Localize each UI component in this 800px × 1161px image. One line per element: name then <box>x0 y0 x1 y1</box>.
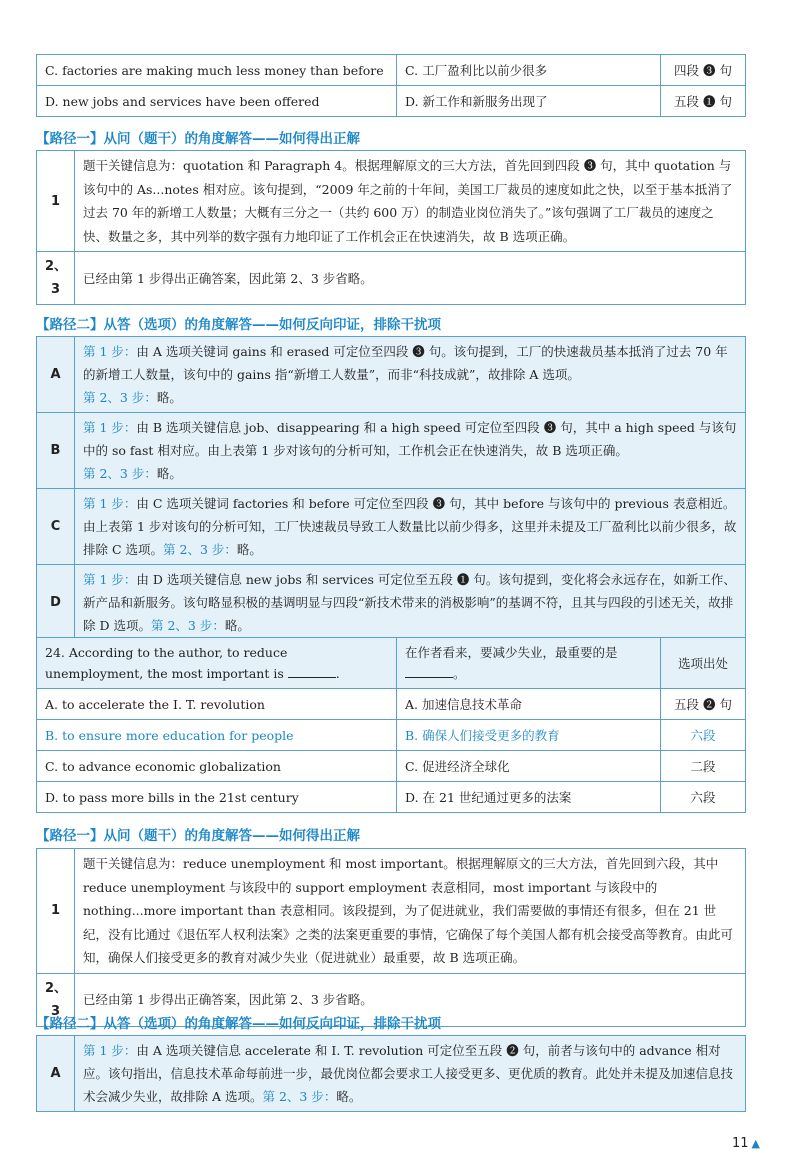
option-source: 四段 ❸ 句 <box>661 55 746 86</box>
route-row <box>37 413 746 489</box>
step1-label: 第 1 步： <box>83 420 137 435</box>
option-zh: D. 在 21 世纪通过更多的法案 <box>397 782 661 813</box>
step-label: 1 <box>37 849 75 974</box>
option-en: D. new jobs and services have been offered <box>37 86 397 117</box>
q23-route2-table <box>36 336 746 641</box>
step-text: 已经由第 1 步得出正确答案，因此第 2、3 步省略。 <box>75 973 746 1026</box>
route1-title: 【路径一】从问（题干）的角度解答——如何得出正解 <box>36 131 360 147</box>
route-row <box>37 849 746 974</box>
option-en: B. to ensure more education for people <box>37 720 397 751</box>
step23-label: 第 2、3 步： <box>163 542 237 557</box>
option-label: A <box>37 337 75 413</box>
step-text: 题干关键信息为：reduce unemployment 和 most important。根据理解原文的三大方法，首先回到六段，其中 reduce unemployment 与该段中的 support employment 表意相同，most important 与该段中的 nothing...more important than 表意相同。该段提到，为了促进就业，我们需要做的事情还有很多，但在 21 世纪，没有比通过《退伍军人权利法案》之类的法案更重要的事情，它确保了每个美国人都有机会接受高等教育。由此可知，确保人们接受更多的教育对减少失业（促进就业）最重要，故 B 选项正确。 <box>75 849 746 974</box>
route2-title: 【路径二】从答（选项）的角度解答——如何反向印证，排除干扰项 <box>36 317 441 333</box>
option-row <box>37 55 746 86</box>
route-row <box>37 565 746 641</box>
step23-label: 第 2、3 步： <box>262 1089 337 1104</box>
option-source: 五段 ❶ 句 <box>661 86 746 117</box>
question-stem-en: 24. According to the author, to reduce unemployment, the most important is . <box>37 638 397 689</box>
route1-title: 【路径一】从问（题干）的角度解答——如何得出正解 <box>36 828 360 844</box>
route-row <box>37 252 746 305</box>
step-text: 第 1 步：由 A 选项关键信息 accelerate 和 I. T. revolution 可定位至五段 ❷ 句，前者与该句中的 advance 相对应。该句指出，信息技术革命每前进一步，最优岗位都会要求工人接受更多、更优质的教育。此处并未提及加速信息技术会减少失业，故排除 A 选项。第 2、3 步：略。 <box>75 1036 746 1112</box>
option-label: A <box>37 1036 75 1112</box>
option-en: A. to accelerate the I. T. revolution <box>37 689 397 720</box>
route-row <box>37 337 746 413</box>
step23-label: 第 2、3 步： <box>83 466 157 481</box>
option-source: 六段 <box>661 720 746 751</box>
route-row <box>37 151 746 252</box>
option-row <box>37 689 746 720</box>
step-text: 第 1 步：由 C 选项关键词 factories 和 before 可定位至四段 ❸ 句，其中 before 与该句中的 previous 表意相近。由上表第 1 步对该句的分析可知，工厂快速裁员导致工人数量比以前少得多，这里并未提及工厂盈利比以前少很多，故排除 C 选项。第 2、3 步：略。 <box>75 489 746 565</box>
step-text: 题干关键信息为：quotation 和 Paragraph 4。根据理解原文的三大方法，首先回到四段 ❸ 句，其中 quotation 与该句中的 As...notes 相对应。该句提到，“2009 年之前的十年间，美国工厂裁员的速度如此之快，以至于基本抵消了过去 70 年的新增工人数量；大概有三分之一（共约 600 万）的制造业岗位消失了。”该句强调了工厂裁员的速度之快、数量之多，其中列举的数字强有力地印证了工作机会正在快速消失，故 B 选项正确。 <box>75 151 746 252</box>
step-label: 2、3 <box>37 973 75 1026</box>
option-label: B <box>37 413 75 489</box>
question-stem-row <box>37 638 746 689</box>
option-source: 二段 <box>661 751 746 782</box>
option-row <box>37 86 746 117</box>
step-text: 第 1 步：由 D 选项关键信息 new jobs 和 services 可定位至五段 ❶ 句。该句提到，变化将会永远存在，如新工作、新产品和新服务。该句略显积极的基调明显与四段“新技术带来的消极影响”的基调不符，且其与四段的引述无关，故排除 D 选项。第 2、3 步：略。 <box>75 565 746 641</box>
step-text: 第 1 步：由 B 选项关键信息 job、disappearing 和 a high speed 可定位至四段 ❸ 句，其中 a high speed 与该句中的 so fast 相对应。由上表第 1 步对该句的分析可知，工作机会正在快速消失，故 B 选项正确。 第 2、3 步：略。 <box>75 413 746 489</box>
q24-route2-table <box>36 1035 746 1112</box>
step1-label: 第 1 步： <box>83 1043 137 1058</box>
option-en: D. to pass more bills in the 21st century <box>37 782 397 813</box>
step1-label: 第 1 步： <box>83 344 137 359</box>
option-zh: A. 加速信息技术革命 <box>397 689 661 720</box>
step23-label: 第 2、3 步： <box>150 618 225 633</box>
option-row-correct <box>37 720 746 751</box>
option-source: 五段 ❷ 句 <box>661 689 746 720</box>
answer-blank <box>405 665 453 678</box>
q23-route1-table <box>36 150 746 305</box>
source-column-header: 选项出处 <box>661 638 746 689</box>
option-label: C <box>37 489 75 565</box>
option-label: D <box>37 565 75 641</box>
route-row <box>37 1036 746 1112</box>
q24-options-table <box>36 637 746 813</box>
answer-blank <box>288 665 336 678</box>
step-label: 1 <box>37 151 75 252</box>
step-label: 2、3 <box>37 252 75 305</box>
q24-route1-table <box>36 848 746 1027</box>
option-row <box>37 751 746 782</box>
step-text: 已经由第 1 步得出正确答案，因此第 2、3 步省略。 <box>75 252 746 305</box>
q23-options-tail <box>36 54 746 117</box>
option-zh: B. 确保人们接受更多的教育 <box>397 720 661 751</box>
option-zh: C. 工厂盈利比以前少很多 <box>397 55 661 86</box>
option-en: C. to advance economic globalization <box>37 751 397 782</box>
question-stem-zh: 在作者看来，要减少失业，最重要的是。 <box>397 638 661 689</box>
step1-label: 第 1 步： <box>83 496 137 511</box>
page-number: 11 ▲ <box>731 1136 760 1151</box>
route2-title: 【路径二】从答（选项）的角度解答——如何反向印证，排除干扰项 <box>36 1016 441 1032</box>
step-text: 第 1 步：由 A 选项关键词 gains 和 erased 可定位至四段 ❸ 句。该句提到，工厂的快速裁员基本抵消了过去 70 年的新增工人数量，该句中的 gains 指“新增工人数量”，而非“科技成就”，故排除 A 选项。 第 2、3 步：略。 <box>75 337 746 413</box>
graduation-cap-icon: ▲ <box>751 1137 760 1150</box>
option-row <box>37 782 746 813</box>
option-zh: D. 新工作和新服务出现了 <box>397 86 661 117</box>
option-en: C. factories are making much less money than before <box>37 55 397 86</box>
step23-label: 第 2、3 步： <box>83 390 157 405</box>
step1-label: 第 1 步： <box>83 572 137 587</box>
route-row <box>37 489 746 565</box>
option-zh: C. 促进经济全球化 <box>397 751 661 782</box>
option-source: 六段 <box>661 782 746 813</box>
